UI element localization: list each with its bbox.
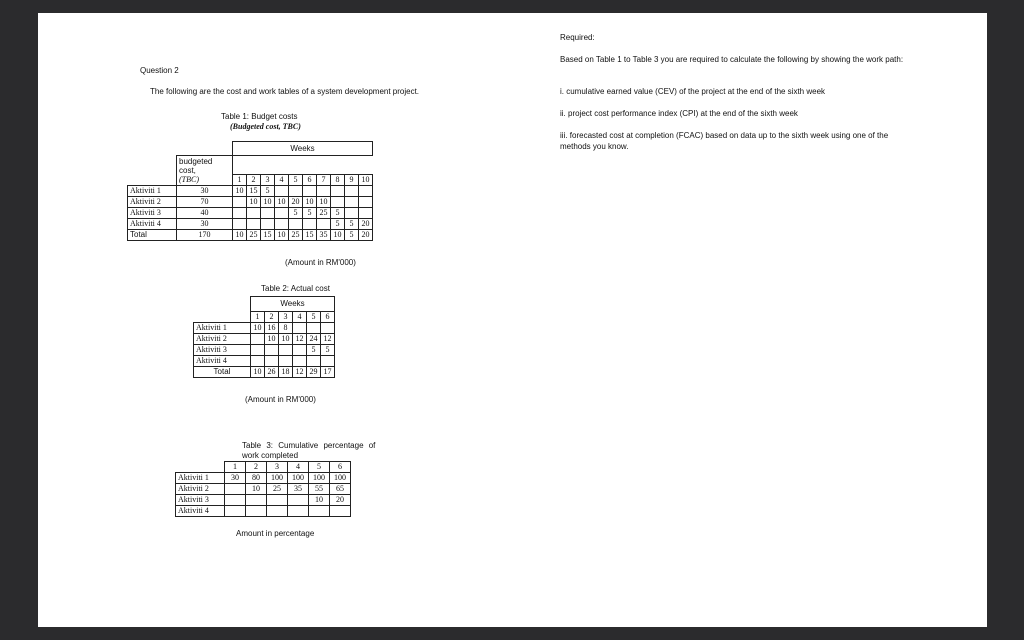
week-value-cell <box>233 197 247 208</box>
activity-name-cell: Aktiviti 4 <box>176 506 225 517</box>
week-value-cell <box>331 197 345 208</box>
week-value-cell <box>233 208 247 219</box>
week-number-cell: 7 <box>317 175 331 186</box>
week-number-cell: 3 <box>279 312 293 323</box>
week-value-cell: 5 <box>307 345 321 356</box>
week-value-cell <box>293 345 307 356</box>
week-value-cell <box>247 208 261 219</box>
week-value-cell <box>233 219 247 230</box>
percent-value-cell: 100 <box>309 473 330 484</box>
percent-value-cell <box>288 495 309 506</box>
week-value-cell: 8 <box>279 323 293 334</box>
activity-name-cell: Total <box>194 367 251 378</box>
week-value-cell <box>345 197 359 208</box>
budget-header-line: cost, <box>179 166 196 175</box>
week-value-cell <box>359 197 373 208</box>
percent-value-cell: 10 <box>309 495 330 506</box>
table-row <box>176 484 351 495</box>
week-value-cell: 18 <box>279 367 293 378</box>
activity-name-cell: Aktiviti 3 <box>194 345 251 356</box>
activity-name-cell: Aktiviti 2 <box>176 484 225 495</box>
week-value-cell: 12 <box>321 334 335 345</box>
week-value-cell <box>307 356 321 367</box>
activity-name-cell: Aktiviti 4 <box>128 219 177 230</box>
activity-name-cell: Aktiviti 1 <box>176 473 225 484</box>
week-value-cell <box>321 323 335 334</box>
week-value-cell: 5 <box>289 208 303 219</box>
table3-note: Amount in percentage <box>236 529 315 538</box>
week-value-cell: 17 <box>321 367 335 378</box>
total-row <box>128 230 373 241</box>
week-value-cell: 25 <box>317 208 331 219</box>
percent-value-cell <box>225 484 246 495</box>
total-row <box>194 367 335 378</box>
table1-note: (Amount in RM'000) <box>285 258 356 267</box>
required-heading: Required: <box>560 33 595 42</box>
week-value-cell <box>247 219 261 230</box>
percent-value-cell: 80 <box>246 473 267 484</box>
percent-value-cell <box>330 506 351 517</box>
week-value-cell: 29 <box>307 367 321 378</box>
week-value-cell: 10 <box>331 230 345 241</box>
activity-name-cell: Total <box>128 230 177 241</box>
week-value-cell <box>251 345 265 356</box>
weeks-header: Weeks <box>233 142 373 156</box>
week-value-cell: 10 <box>261 197 275 208</box>
percent-value-cell: 100 <box>267 473 288 484</box>
week-value-cell: 10 <box>275 230 289 241</box>
percent-value-cell: 20 <box>330 495 351 506</box>
week-value-cell <box>345 208 359 219</box>
week-number-cell: 4 <box>275 175 289 186</box>
table-row <box>194 323 335 334</box>
percent-value-cell <box>225 495 246 506</box>
week-value-cell: 12 <box>293 367 307 378</box>
table-row <box>128 186 373 197</box>
activity-name-cell: Aktiviti 4 <box>194 356 251 367</box>
percent-value-cell <box>267 495 288 506</box>
week-value-cell: 15 <box>261 230 275 241</box>
week-value-cell: 35 <box>317 230 331 241</box>
week-value-cell: 10 <box>233 186 247 197</box>
table-row <box>176 506 351 517</box>
week-value-cell <box>359 186 373 197</box>
percent-value-cell: 10 <box>246 484 267 495</box>
tbc-cell: 170 <box>177 230 233 241</box>
week-number-cell: 4 <box>293 312 307 323</box>
week-value-cell: 10 <box>275 197 289 208</box>
table2-note: (Amount in RM'000) <box>245 395 316 404</box>
tbc-cell: 30 <box>177 219 233 230</box>
week-value-cell: 16 <box>265 323 279 334</box>
percent-value-cell: 25 <box>267 484 288 495</box>
week-value-cell <box>265 356 279 367</box>
required-item: i. cumulative earned value (CEV) of the project at the end of the sixth week <box>560 87 826 96</box>
week-value-cell <box>251 356 265 367</box>
percent-value-cell <box>246 506 267 517</box>
week-number-cell: 5 <box>307 312 321 323</box>
table1-subcaption: (Budgeted cost, TBC) <box>230 122 301 131</box>
week-value-cell <box>303 219 317 230</box>
week-value-cell: 20 <box>359 230 373 241</box>
table-row <box>176 495 351 506</box>
week-value-cell <box>275 219 289 230</box>
week-number-cell: 9 <box>345 175 359 186</box>
percent-value-cell <box>225 506 246 517</box>
week-value-cell <box>279 345 293 356</box>
week-number-cell: 3 <box>267 462 288 473</box>
activity-name-cell: Aktiviti 3 <box>176 495 225 506</box>
week-value-cell <box>261 219 275 230</box>
week-number-cell: 1 <box>233 175 247 186</box>
week-value-cell <box>289 186 303 197</box>
table-row <box>194 345 335 356</box>
required-intro: Based on Table 1 to Table 3 you are required to calculate the following by showing the work path: <box>560 55 904 64</box>
week-value-cell <box>317 186 331 197</box>
activity-name-cell: Aktiviti 1 <box>194 323 251 334</box>
percent-value-cell: 35 <box>288 484 309 495</box>
actual-cost-table <box>193 296 335 378</box>
week-value-cell <box>275 186 289 197</box>
table3-caption-line2: work completed <box>242 451 299 460</box>
percent-value-cell <box>309 506 330 517</box>
week-number-cell: 3 <box>261 175 275 186</box>
percent-value-cell: 55 <box>309 484 330 495</box>
week-value-cell: 15 <box>247 186 261 197</box>
week-value-cell <box>345 186 359 197</box>
percent-value-cell <box>288 506 309 517</box>
week-value-cell: 25 <box>247 230 261 241</box>
week-value-cell: 25 <box>289 230 303 241</box>
table-row <box>128 197 373 208</box>
activity-name-cell: Aktiviti 2 <box>128 197 177 208</box>
week-value-cell: 15 <box>303 230 317 241</box>
week-value-cell <box>321 356 335 367</box>
week-value-cell <box>317 219 331 230</box>
week-value-cell: 10 <box>265 334 279 345</box>
week-value-cell: 5 <box>303 208 317 219</box>
tbc-cell: 40 <box>177 208 233 219</box>
table2-caption: Table 2: Actual cost <box>261 284 330 293</box>
tbc-cell: 70 <box>177 197 233 208</box>
week-value-cell <box>275 208 289 219</box>
week-number-cell: 6 <box>303 175 317 186</box>
table1-caption: Table 1: Budget costs <box>221 112 298 121</box>
activity-name-cell: Aktiviti 3 <box>128 208 177 219</box>
required-item: ii. project cost performance index (CPI) at the end of the sixth week <box>560 109 798 118</box>
week-value-cell <box>265 345 279 356</box>
week-value-cell: 12 <box>293 334 307 345</box>
percent-value-cell: 30 <box>225 473 246 484</box>
week-value-cell <box>289 219 303 230</box>
week-number-cell: 6 <box>321 312 335 323</box>
week-value-cell: 10 <box>251 323 265 334</box>
week-number-cell: 8 <box>331 175 345 186</box>
document-page <box>38 13 987 627</box>
budget-header-line: budgeted <box>179 157 213 166</box>
week-number-cell: 4 <box>288 462 309 473</box>
week-value-cell: 10 <box>303 197 317 208</box>
question-intro: The following are the cost and work tables of a system development project. <box>150 87 420 96</box>
table-row <box>194 356 335 367</box>
week-value-cell: 10 <box>317 197 331 208</box>
week-value-cell <box>359 208 373 219</box>
table-row <box>128 208 373 219</box>
week-value-cell: 10 <box>247 197 261 208</box>
week-value-cell <box>307 323 321 334</box>
week-value-cell <box>293 356 307 367</box>
table-row <box>128 219 373 230</box>
activity-name-cell: Aktiviti 2 <box>194 334 251 345</box>
week-number-cell: 6 <box>330 462 351 473</box>
week-value-cell: 5 <box>345 219 359 230</box>
week-number-cell: 5 <box>289 175 303 186</box>
weeks-header: Weeks <box>251 297 335 312</box>
question-label: Question 2 <box>140 66 179 75</box>
week-number-cell: 2 <box>247 175 261 186</box>
budget-header-line: (TBC) <box>179 175 199 184</box>
week-value-cell: 10 <box>279 334 293 345</box>
week-value-cell: 5 <box>345 230 359 241</box>
week-value-cell: 20 <box>289 197 303 208</box>
week-value-cell <box>293 323 307 334</box>
week-value-cell <box>279 356 293 367</box>
week-number-cell: 1 <box>225 462 246 473</box>
activity-name-cell: Aktiviti 1 <box>128 186 177 197</box>
table-row <box>194 334 335 345</box>
week-number-cell: 2 <box>246 462 267 473</box>
week-value-cell: 26 <box>265 367 279 378</box>
percent-value-cell: 65 <box>330 484 351 495</box>
percent-value-cell: 100 <box>288 473 309 484</box>
week-value-cell: 5 <box>261 186 275 197</box>
cumulative-work-table <box>175 461 351 517</box>
percent-value-cell <box>246 495 267 506</box>
week-value-cell: 10 <box>233 230 247 241</box>
budget-cost-table <box>127 141 373 241</box>
week-value-cell <box>331 186 345 197</box>
week-value-cell: 5 <box>331 219 345 230</box>
table3-caption: Table 3: Cumulative percentage of <box>242 441 376 450</box>
week-value-cell <box>251 334 265 345</box>
required-item: iii. forecasted cost at completion (FCAC) based on data up to the sixth week using one of the methods you know. <box>560 131 889 151</box>
table-row <box>176 473 351 484</box>
week-value-cell: 10 <box>251 367 265 378</box>
week-value-cell: 20 <box>359 219 373 230</box>
week-value-cell: 5 <box>331 208 345 219</box>
week-number-cell: 2 <box>265 312 279 323</box>
week-value-cell <box>261 208 275 219</box>
week-number-cell: 5 <box>309 462 330 473</box>
week-value-cell: 24 <box>307 334 321 345</box>
percent-value-cell <box>267 506 288 517</box>
budget-cost-header <box>177 156 233 186</box>
week-value-cell: 5 <box>321 345 335 356</box>
week-number-cell: 10 <box>359 175 373 186</box>
week-number-cell: 1 <box>251 312 265 323</box>
percent-value-cell: 100 <box>330 473 351 484</box>
week-value-cell <box>303 186 317 197</box>
tbc-cell: 30 <box>177 186 233 197</box>
